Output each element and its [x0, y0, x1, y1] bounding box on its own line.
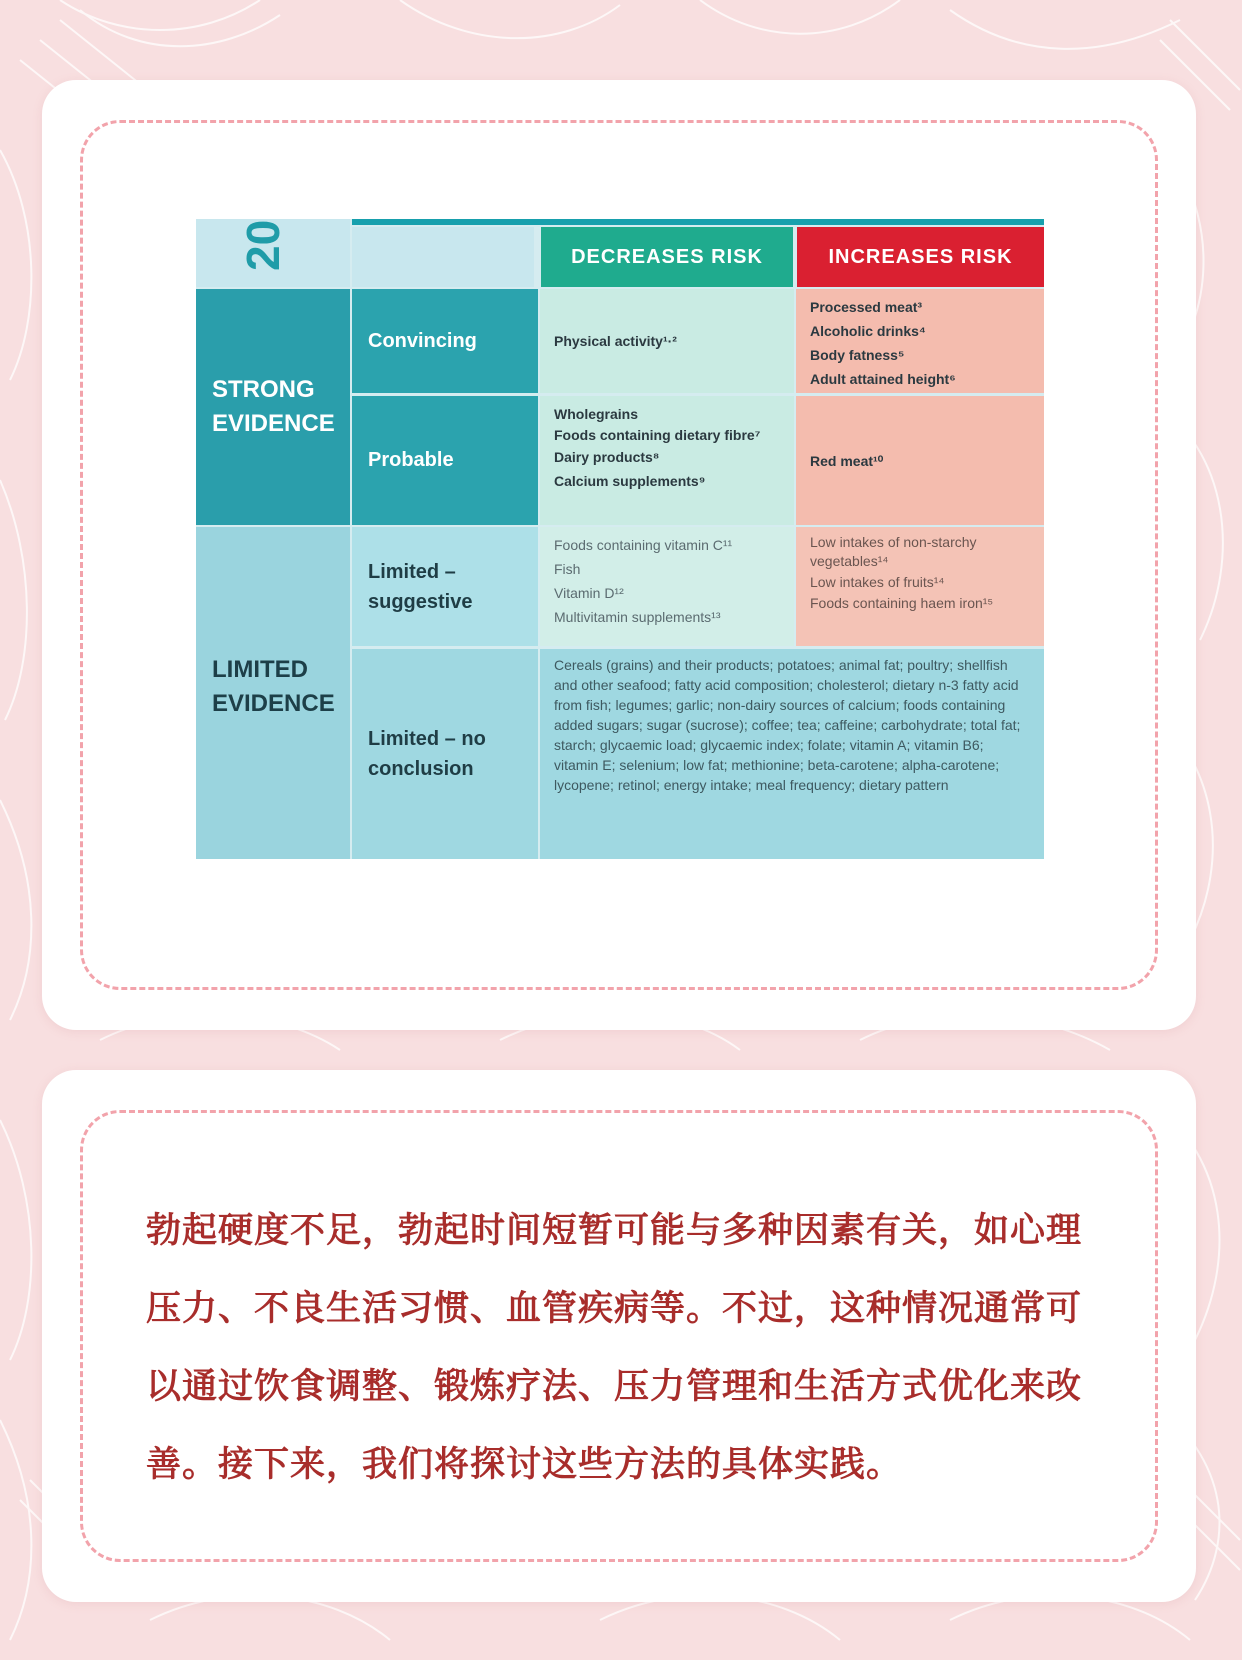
- decreases-limited-suggestive-cell: [540, 527, 794, 646]
- list-item: Calcium supplements⁹: [554, 473, 706, 489]
- matrix-blank-header: [352, 227, 534, 287]
- corner-mark: 20: [237, 219, 289, 271]
- decreases-risk-header: DECREASES RISK: [541, 227, 793, 287]
- matrix-top-bar: [352, 219, 1044, 225]
- increases-convincing-cell: [796, 289, 1044, 393]
- list-item: Body fatness⁵: [810, 347, 905, 363]
- list-item: Fish: [554, 561, 581, 577]
- increases-risk-header: INCREASES RISK: [797, 227, 1044, 287]
- list-item: Foods containing dietary fibre⁷: [554, 427, 761, 443]
- list-item: Alcoholic drinks⁴: [810, 323, 926, 339]
- no-conclusion-cell: Cereals (grains) and their products; potatoes; animal fat; poultry; shellfish and other seafood; fatty acid composition; cholesterol; dietary n-3 fatty acid from fish; legumes; garlic; non-dairy sources of calcium; foods containing added sugars; sugar (sucrose); coffee; tea; caffeine; carbohydrate; total fat; starch; glycaemic load; glycaemic index; folate; vitamin A; vitamin B6; vitamin E; selenium; low fat; methionine; beta-carotene; alpha-carotene; lycopene; retinol; energy intake; meal frequency; dietary pattern: [540, 649, 1044, 859]
- list-item: Processed meat³: [810, 299, 923, 315]
- increases-limited-suggestive-cell: [796, 527, 1044, 646]
- list-item: Low intakes of fruits¹⁴: [810, 574, 945, 590]
- list-item: Vitamin D¹²: [554, 585, 624, 601]
- body-paragraph: 勃起硬度不足，勃起时间短暂可能与多种因素有关，如心理压力、不良生活习惯、血管疾病等。不过，这种情况通常可以通过饮食调整、锻炼疗法、压力管理和生活方式优化来改善。接下来，我们将探讨这些方法的具体实践。: [146, 1211, 1083, 1485]
- level-probable: Probable: [352, 396, 538, 525]
- decreases-probable-cell: [540, 396, 794, 525]
- list-item: Low intakes of non-starchy vegetables¹⁴: [810, 534, 977, 569]
- matrix-corner: [196, 219, 350, 287]
- list-item: Foods containing vitamin C¹¹: [554, 537, 733, 553]
- list-item: Wholegrains: [554, 406, 639, 422]
- list-item: Foods containing haem iron¹⁵: [810, 595, 994, 611]
- strong-evidence-label: STRONG EVIDENCE: [196, 289, 350, 525]
- list-item: Dairy products⁸: [554, 449, 660, 465]
- evidence-matrix-image: [196, 219, 1044, 859]
- list-item: Physical activity¹·²: [554, 333, 677, 349]
- increases-probable-cell: [796, 396, 1044, 525]
- list-item: Multivitamin supplements¹³: [554, 609, 721, 625]
- level-limited-no-conclusion: Limited – no conclusion: [352, 649, 538, 859]
- decreases-convincing-cell: [540, 289, 794, 393]
- level-limited-suggestive: Limited – suggestive: [352, 527, 538, 646]
- list-item: Red meat¹⁰: [810, 452, 884, 469]
- list-item: Adult attained height⁶: [810, 371, 956, 387]
- limited-evidence-label: LIMITED EVIDENCE: [196, 527, 350, 859]
- level-convincing: Convincing: [352, 289, 538, 393]
